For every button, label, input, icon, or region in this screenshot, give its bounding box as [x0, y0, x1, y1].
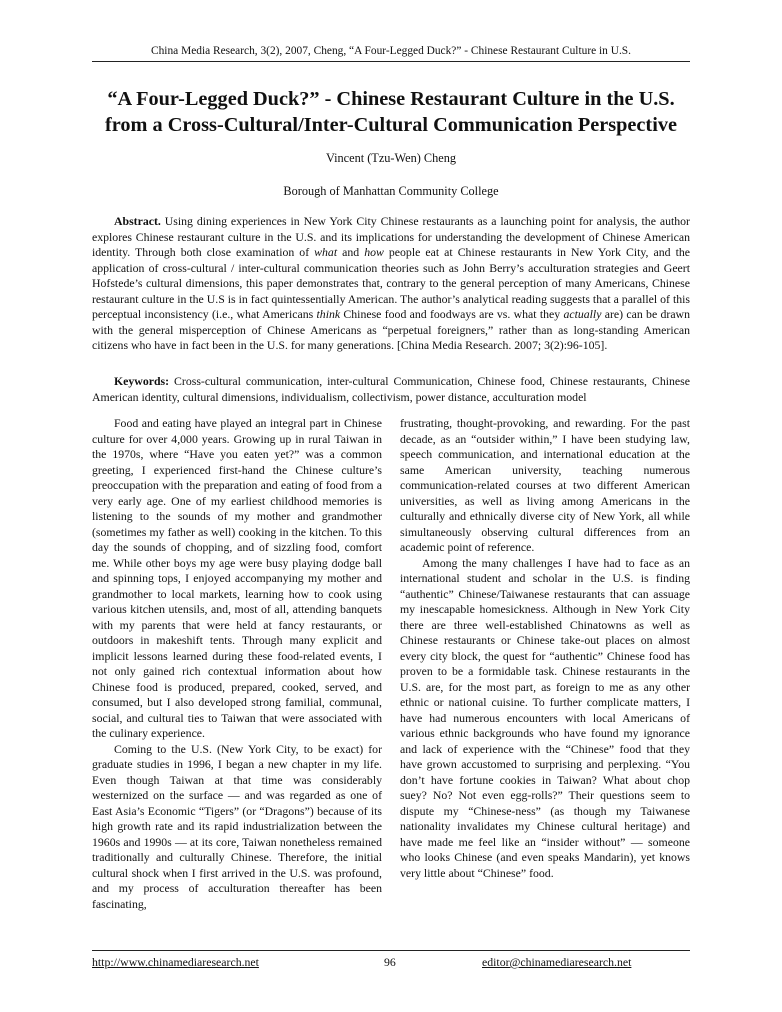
footer-divider [92, 950, 690, 951]
body-column-left [92, 416, 382, 912]
body-column-right [400, 416, 690, 881]
running-head: China Media Research, 3(2), 2007, Cheng, “A Four-Legged Duck?” - Chinese Restaurant Culture in U.S. [151, 45, 631, 57]
abstract-emphasis-actually: actually [563, 307, 602, 321]
page-number: 96 [384, 955, 396, 969]
title-line-1: “A Four-Legged Duck?” - Chinese Restaurant Culture in the U.S. [107, 88, 675, 110]
body-paragraph: Coming to the U.S. (New York City, to be exact) for graduate studies in 1996, I began a new chapter in my life. Even though Taiwan at that time was considerably westernized on the surface — and was regarded as one of East Asia’s Economic “Tigers” (or “Dragons”) because of its high growth rate and its rapid industrialization between the 1960s and 1990s — at its core, Taiwan nonetheless remained traditionally and culturally Chinese. Therefore, the initial cultural shock when I first arrived in the U.S. was profound, and my process of acculturation thereafter has been fascinating, [92, 741, 382, 911]
abstract-text-2: people eat at Chinese restaurants in New York City, and the application of cross-cultural / inter-cultural communication theories such as John Berry’s acculturation strategies and Geert Hofstede’s cultural dimensions, this paper demonstrates that, contrary to the general perception of many Americans, Chinese restaurant culture in the U.S is in fact quintessentially American. The author’s analytical reading suggests that a parallel of this perceptual inconsistency (i.e., what Americans [92, 245, 691, 321]
body-paragraph: Food and eating have played an integral part in Chinese culture for over 4,000 years. Growing up in rural Taiwan in the 1970s, where “Have you eaten yet?” was a common greeting, I experienced first-hand the Chinese culture’s preoccupation with the preparation and eating of food from a very early age. One of my earliest childhood memories is listening to the sounds of my mother and grandmother (sometimes my father as well) cooking in the kitchen. To this day the sounds of chopping, and of sizzling food, comfort me. While other boys my age were busy playing dodge ball and spinning tops, I enjoyed accompanying my mother and grandmother to local markets, learning how to cook using various kitchen utensils, and, most of all, attending banquets with my parents that were held at fancy restaurants, or outdoors in makeshift tents. Through many explicit and implicit lessons learned during these food-related events, I not only gained rich contextual information about how Chinese food is produced, prepared, cooked, served, and consumed, but I also developed strong familial, communal, social, and cultural ties to Taiwan that were associated with the culinary experience. [92, 416, 382, 740]
abstract-emphasis-how: how [364, 245, 384, 259]
abstract-text-1: Using dining experiences in New York City Chinese restaurants as a launching point for analysis, the author explores Chinese restaurant culture in the U.S. and its implications for understanding the development of Chinese American identity. Through both close examination of [92, 214, 690, 259]
abstract [92, 214, 690, 354]
author-name: Vincent (Tzu-Wen) Cheng [325, 151, 457, 165]
keywords-label: Keywords: [114, 374, 170, 388]
header-divider [92, 61, 690, 62]
body-paragraph: frustrating, thought-provoking, and rewarding. For the past decade, as an “outsider within,” I have been studying law, speech communication, and international education at the same American university, teaching numerous communication-related courses at two different American universities, as well as living among Americans in the culturally and ethnically diverse city of New York, all while simultaneously observing cultural differences from an academic point of reference. [400, 416, 690, 554]
article-title [92, 86, 690, 138]
body-paragraph: Among the many challenges I have had to face as an international student and scholar in the U.S. is finding “authentic” Chinese/Taiwanese restaurants that can assuage my inescapable homesickness. Although in New York City there are three well-established Chinatowns as well as Chinese restaurants or Chinese take-out places on almost every city block, the quest for “authentic” Chinese food has proven to be a formidable task. Chinese restaurants in the U.S. are, for the most part, as foreign to me as any other ethnic or national cuisine. To further complicate matters, I have had numerous encounters with local Americans of various ethnic backgrounds who have found my ignorance and lack of experience with the “Chinese” food that they have grown accustomed to surprising and perplexing. “You don’t have fortune cookies in Taiwan? What about chop suey? No? Not even egg-rolls?” Their questions seem to dispute my “Chinese-ness” (as though my Taiwanese nationality invalidates my Chinese cultural heritage) and have made me feel like an “insider without” — someone who looks Chinese (and even speaks Mandarin), yet knows very little about “Chinese” food. [400, 555, 690, 880]
keywords-text: Cross-cultural communication, inter-cultural Communication, Chinese food, Chinese restaurants, Chinese American identity, cultural dimensions, individualism, collectivism, power distance, acculturation model [92, 374, 690, 404]
keywords [92, 374, 690, 405]
abstract-text-4: are) can be drawn with the general misperception of Chinese Americans as “perpetual foreigners,” rather than as long-standing American citizens who have in fact been in the U.S. for many generations. [China Media Research. 2007; 3(2):96-105]. [92, 307, 690, 352]
title-line-2: from a Cross-Cultural/Inter-Cultural Communication Perspective [105, 114, 677, 136]
footer-website-link[interactable]: http://www.chinamediaresearch.net [92, 955, 259, 969]
abstract-text-3: Chinese food and foodways are vs. what they [340, 307, 564, 321]
abstract-text-and: and [337, 245, 365, 259]
footer-email-link[interactable]: editor@chinamediaresearch.net [482, 955, 632, 969]
author-affiliation: Borough of Manhattan Community College [283, 184, 499, 198]
abstract-label: Abstract. [114, 214, 161, 228]
abstract-emphasis-what: what [314, 245, 338, 259]
abstract-emphasis-think: think [316, 307, 341, 321]
